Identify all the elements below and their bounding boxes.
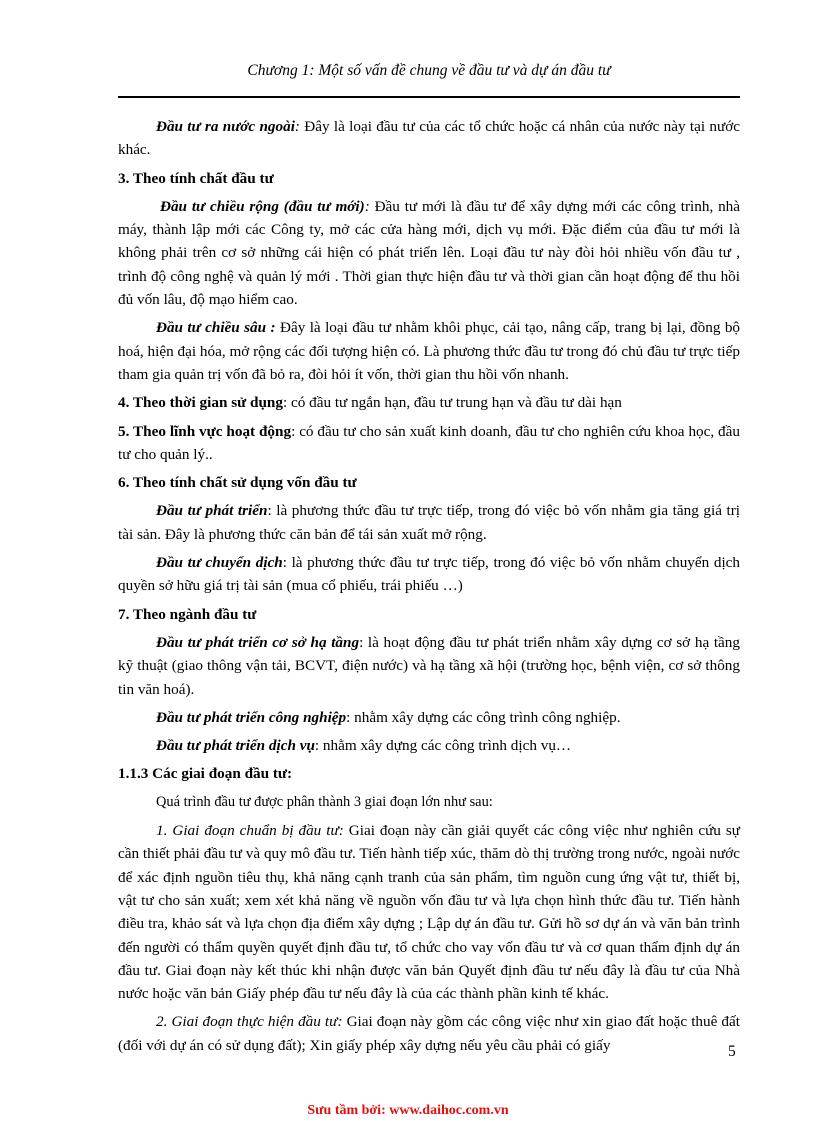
term: Đầu tư phát triển công nghiệp <box>156 708 347 726</box>
term: 1. Giai đoạn chuẩn bị đầu tư: <box>156 822 344 840</box>
term: Đầu tư phát triển dịch vụ <box>156 737 315 755</box>
section-heading-3: 3. Theo tính chất đầu tư <box>118 169 274 187</box>
paragraph-breadth-investment <box>118 195 740 311</box>
page-number: 5 <box>728 1043 736 1060</box>
footer-link[interactable]: www.daihoc.com.vn <box>389 1103 509 1118</box>
paragraph-transfer-investment <box>118 551 740 598</box>
term: Đầu tư chiều sâu : <box>156 319 276 337</box>
term: Đầu tư chiều rộng (đầu tư mới) <box>160 197 365 215</box>
term: Đầu tư phát triển <box>156 502 268 520</box>
footer <box>0 1103 816 1119</box>
footer-label: Sưu tầm bởi: <box>307 1103 390 1118</box>
paragraph-development-investment <box>118 499 740 546</box>
paragraph-industrial-investment <box>118 706 740 729</box>
paragraph-implementation-phase <box>118 1010 740 1057</box>
paragraph-phases-intro: Quá trình đầu tư được phân thành 3 giai đoạn lớn như sau: <box>156 793 493 810</box>
term-separator: : <box>364 197 370 215</box>
paragraph-by-activity-field <box>118 420 740 467</box>
paragraph-outbound-investment <box>118 115 740 162</box>
term: Đầu tư phát triển cơ sở hạ tầng <box>156 633 360 651</box>
term-separator: : <box>294 118 300 135</box>
paragraph-service-investment <box>118 734 740 757</box>
paragraph-text: Giai đoạn này cần giải quyết các công việc như nghiên cứu sự cần thiết phải đầu tư và quy mô đầu tư. Tiến hành tiếp xúc, thăm dò thị trường trong nước, ngoài nước để xác định nguồn tiêu thụ, khả năng cạnh tranh của sản phẩm, tìm nguồn cung ứng vật tư, thiết bị, vật tư cho sản xuất; xem xét khả năng về nguồn vốn đầu tư và lựa chọn hình thức đầu tư. Tiến hành điều tra, khảo sát và lựa chọn địa điểm xây dựng ; Lập dự án đầu tư. Gửi hồ sơ dự án và văn bản trình đến người có thẩm quyền quyết định đầu tư, tổ chức cho vay vốn đầu tư và cơ quan thẩm định dự án đầu tư. Giai đoạn này kết thúc khi nhận được văn bản Quyết định đầu tư nếu đây là đầu tư của Nhà nước hoặc văn bản Giấy phép đầu tư nếu đây là của các thành phần kinh tế khác. <box>118 822 740 1003</box>
document-body <box>118 115 740 1062</box>
label: 5. Theo lĩnh vực hoạt động <box>118 422 292 440</box>
paragraph-text: Giai đoạn này gồm các công việc như xin giao đất hoặc thuê đất (đối với dự án có sử dụng đất); Xin giấy phép xây dựng nếu yêu cầu phải có giấy <box>118 1013 740 1054</box>
paragraph-text: : là hoạt động đầu tư phát triển nhằm xây dựng cơ sở hạ tầng kỹ thuật (giao thông vận tải, BCVT, điện nước) và hạ tầng xã hội (trường học, bệnh viện, cơ sở thông tin văn hoá). <box>118 633 740 698</box>
paragraph-text: : có đầu tư ngắn hạn, đầu tư trung hạn và đầu tư dài hạn <box>282 394 622 412</box>
paragraph-text: Đây là loại đầu tư nhằm khôi phục, cải tạo, nâng cấp, trang bị lại, đồng bộ hoá, hiện đại hóa, mở rộng các đối tượng hiện có. Là phương thức đầu tư trong đó chủ đầu tư trực tiếp tham gia quản trị vốn đã bỏ ra, đòi hỏi ít vốn, thời gian thu hồi vốn nhanh. <box>118 319 741 383</box>
paragraph-by-usage-time <box>118 391 740 414</box>
header-divider <box>118 96 740 98</box>
term: Đầu tư chuyển dịch <box>156 554 283 572</box>
paragraph-text: Đây là loại đầu tư của các tổ chức hoặc cá nhân của nước này tại nước khác. <box>118 118 740 159</box>
paragraph-text: : là phương thức đầu tư trực tiếp, trong đó việc bỏ vốn nhằm gia tăng giá trị tài sản. Đây là phương thức căn bản để tái sản xuất mở rộng. <box>118 502 741 543</box>
label: 4. Theo thời gian sử dụng <box>118 394 283 412</box>
term: 2. Giai đoạn thực hiện đầu tư: <box>156 1013 343 1031</box>
paragraph-text: : có đầu tư cho sản xuất kinh doanh, đầu tư cho nghiên cứu khoa học, đầu tư cho quản lý.. <box>118 422 740 463</box>
paragraph-text: : là phương thức đầu tư trực tiếp, trong đó việc bỏ vốn nhằm chuyển dịch quyền sở hữu giá trị tài sản (mua cổ phiếu, trái phiếu …) <box>118 554 741 595</box>
paragraph-preparation-phase <box>118 819 740 1005</box>
term: Đầu tư ra nước ngoài <box>156 118 295 135</box>
paragraph-text: Đầu tư mới là đầu tư để xây dựng mới các công trình, nhà máy, thành lập mới các Công ty, mở các cửa hàng mới, dịch vụ mới. Đặc điểm của đầu tư mới là không phải trên cơ sở những cái hiện có phát triển lên. Loại đầu tư này đòi hỏi nhiều vốn đầu tư , trình độ công nghệ và quản lý mới . Thời gian thực hiện đầu tư và thời gian cần hoạt động để thu hồi đủ vốn lâu, độ mạo hiểm cao. <box>118 197 740 309</box>
paragraph-depth-investment <box>118 316 740 386</box>
page-header: Chương 1: Một số vấn đề chung về đầu tư và dự án đầu tư <box>247 62 611 79</box>
section-heading-1-1-3: 1.1.3 Các giai đoạn đầu tư: <box>118 765 293 783</box>
paragraph-text: : nhằm xây dựng các công trình công nghiệp. <box>346 708 621 726</box>
paragraph-text: : nhằm xây dựng các công trình dịch vụ… <box>314 737 572 755</box>
section-heading-7: 7. Theo ngành đầu tư <box>118 605 257 623</box>
paragraph-infrastructure-investment <box>118 631 740 701</box>
section-heading-6: 6. Theo tính chất sử dụng vốn đầu tư <box>118 474 357 492</box>
